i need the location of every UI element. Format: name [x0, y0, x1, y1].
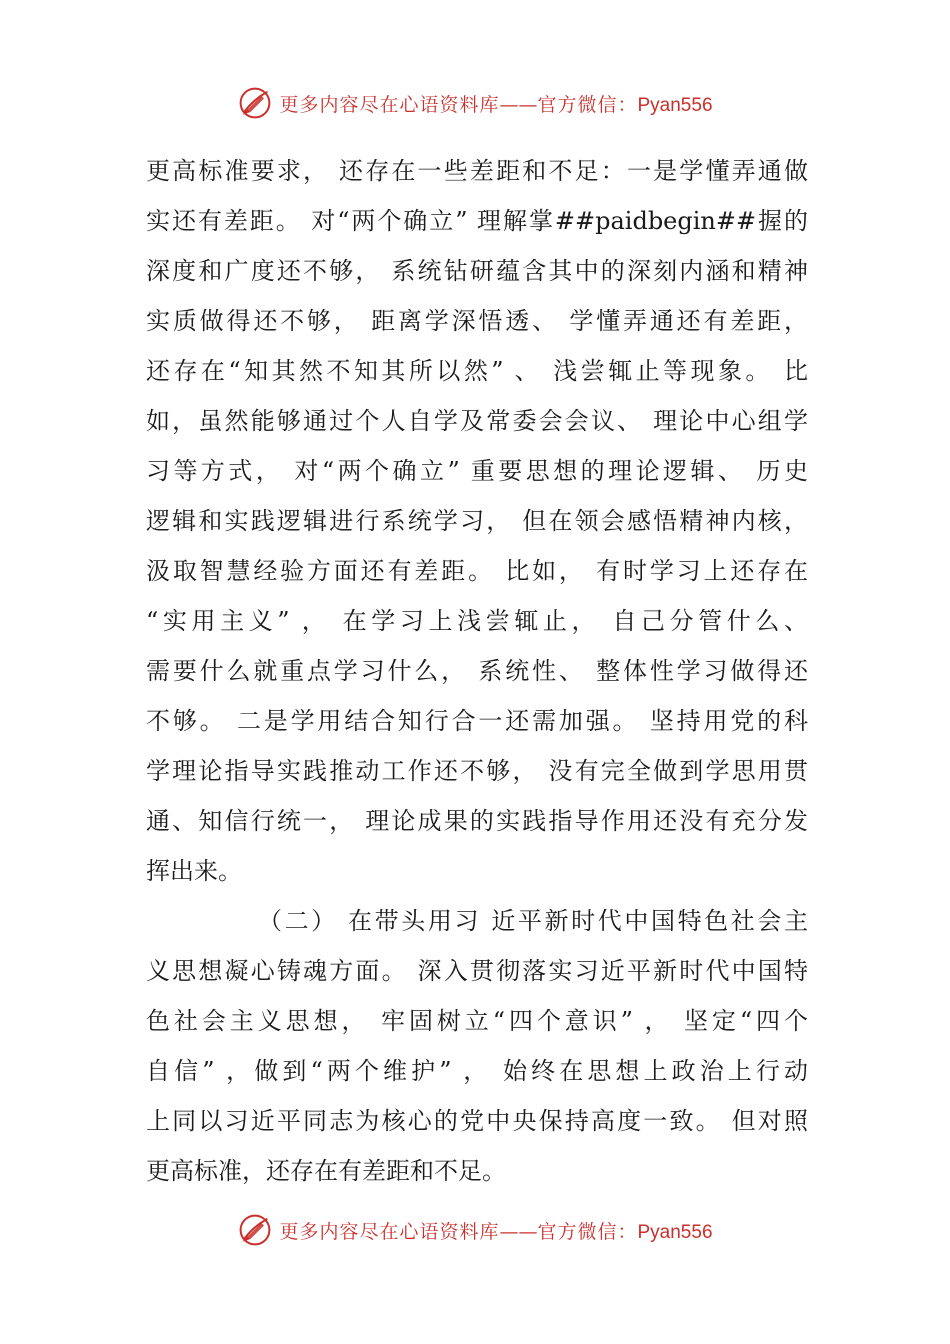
p1-line-9: 汲取智慧经验方面还有差距。 比如， 有时学习上还存在	[146, 557, 808, 585]
p1-line-5: 还存在“知其然不知其所以然” 、 浅尝辄止等现象。 比	[146, 357, 808, 385]
p1-line-4: 实质做得还不够， 距离学深悟透、 学懂弄通还有差距，	[146, 307, 808, 335]
footer-site-text: 更多内容尽在心语资料库	[279, 1220, 500, 1243]
p1-line-6: 如，虽然能够通过个人自学及常委会会议、 理论中心组学	[146, 407, 808, 435]
p1-line-12: 不够。 二是学用结合知行合一还需加强。 坚持用党的科	[146, 707, 808, 735]
p2-line-1: （二） 在带头用习 近平新时代中国特色社会主	[258, 907, 808, 935]
p1-line-3: 深度和广度还不够， 系统钻研蕴含其中的深刻内涵和精神	[146, 257, 808, 285]
header-wechat-label: 官方微信：	[537, 93, 638, 116]
p2-line-5: 上同以习近平同志为核心的党中央保持高度一致。 但对照	[146, 1107, 808, 1135]
p1-line-14: 通、知信行统一， 理论成果的实践指导作用还没有充分发	[146, 807, 808, 835]
document-body	[146, 146, 808, 1196]
footer-wechat-label: 官方微信：	[537, 1220, 638, 1243]
pen-logo-icon	[237, 85, 273, 121]
header-dash: ——	[499, 93, 538, 116]
p1-line-13: 学理论指导实践推动工作还不够， 没有完全做到学思用贯	[146, 757, 808, 785]
p2-line-4: 自信” ，做到“两个维护” ， 始终在思想上政治上行动	[146, 1057, 808, 1085]
p1-line-7: 习等方式， 对“两个确立” 重要思想的理论逻辑、 历史	[146, 457, 808, 485]
p1-line-8: 逻辑和实践逻辑进行系统学习， 但在领会感悟精神内核，	[146, 507, 808, 535]
p1-line-2: 实还有差距。 对“两个确立” 理解掌##paidbegin##握的	[146, 207, 808, 235]
header-banner	[0, 79, 950, 127]
p1-line-11: 需要什么就重点学习什么， 系统性、 整体性学习做得还	[146, 657, 808, 685]
footer-dash: ——	[499, 1220, 538, 1243]
p2-line-2: 义思想凝心铸魂方面。 深入贯彻落实习近平新时代中国特	[146, 957, 808, 985]
p1-line-10: “实用主义” ， 在学习上浅尝辄止， 自己分管什么、	[146, 607, 808, 635]
p1-line-1: 更高标准要求， 还存在一些差距和不足：一是学懂弄通做	[146, 157, 808, 185]
header-wechat-id: Pyan556	[637, 94, 713, 116]
p1-line-15: 挥出来。	[146, 857, 242, 885]
footer-banner-inner	[237, 1212, 712, 1248]
footer-wechat-id: Pyan556	[637, 1221, 713, 1243]
footer-banner	[0, 1206, 950, 1254]
paragraph-2	[146, 896, 808, 1196]
header-banner-inner	[237, 85, 712, 121]
paragraph-1	[146, 146, 808, 896]
footer-banner-text	[279, 1217, 712, 1244]
p2-line-6: 更高标准，还存在有差距和不足。	[146, 1157, 506, 1185]
pen-logo-icon	[237, 1212, 273, 1248]
header-site-text: 更多内容尽在心语资料库	[279, 93, 500, 116]
p2-line-3: 色社会主义思想， 牢固树立“四个意识” ， 坚定“四个	[146, 1007, 808, 1035]
header-banner-text	[279, 90, 712, 117]
